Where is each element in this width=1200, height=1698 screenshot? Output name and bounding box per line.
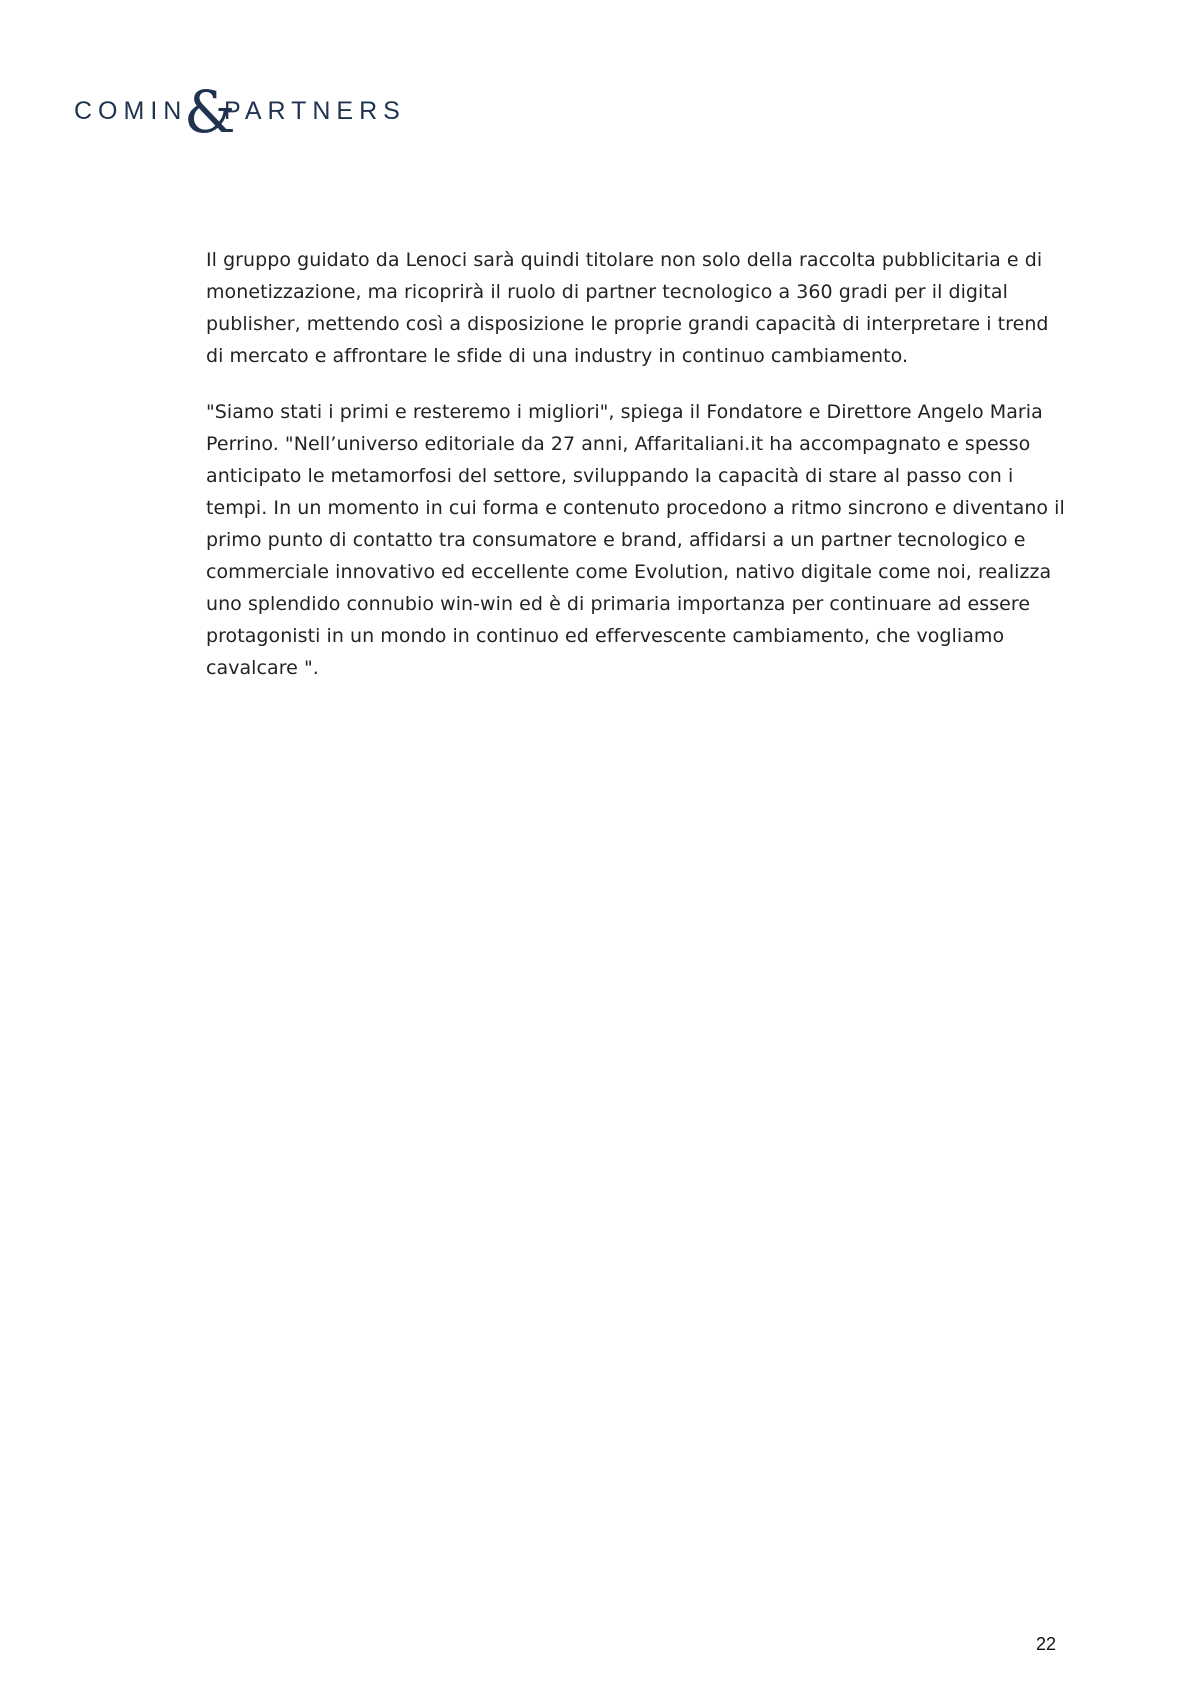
logo-text-left: COMIN	[74, 97, 188, 125]
paragraph: Il gruppo guidato da Lenoci sarà quindi titolare non solo della raccolta pubblicitaria e di monetizzazione, ma ricoprirà il ruolo di partner tecnologico a 360 gradi per il digital publisher, mettendo così a disposizione le proprie grandi capacità di interpretare i trend di mercato e affrontare le sfide di una industry in continuo cambiamento.	[206, 249, 1049, 367]
paragraph: "Siamo stati i primi e resteremo i migliori", spiega il Fondatore e Direttore Angelo Maria Perrino. "Nell’universo editoriale da 27 anni, Affaritaliani.it ha accompagnato e spesso anticipato le metamorfosi del settore, sviluppando la capacità di stare al passo con i tempi. In un momento in cui forma e contenuto procedono a ritmo sincrono e diventano il primo punto di contatto tra consumatore e brand, affidarsi a un partner tecnologico e commerciale innovativo ed eccellente come Evolution, nativo digitale come noi, realizza uno splendido connubio win-win ed è di primaria importanza per continuare ad essere protagonisti in un mondo in continuo ed effervescente cambiamento, che vogliamo cavalcare ".	[206, 401, 1065, 679]
page-number: 22	[1036, 1634, 1057, 1654]
company-logo	[74, 88, 414, 152]
article-body	[206, 244, 1066, 708]
logo-text-right: PARTNERS	[224, 97, 406, 125]
logo-ampersand: &	[184, 88, 236, 146]
